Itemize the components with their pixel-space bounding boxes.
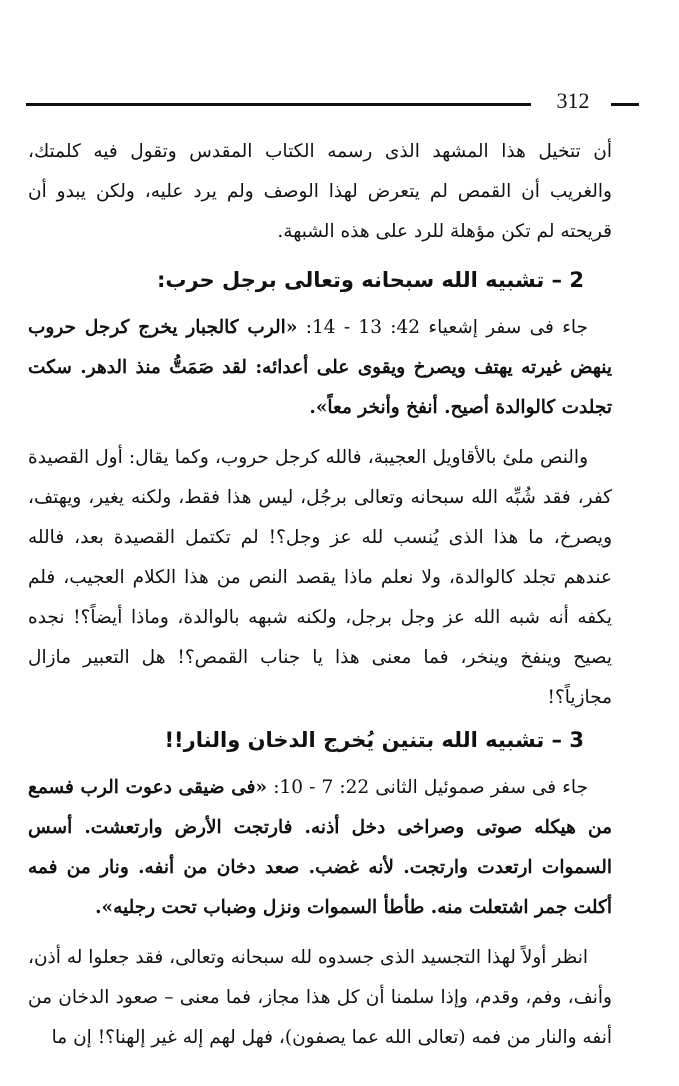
paragraph-2	[28, 308, 612, 428]
paragraph-2-intro: جاء فى سفر إشعياء 42: 13 - 14:	[297, 317, 588, 338]
header-rule	[26, 103, 531, 106]
paragraph-3: والنص ملئ بالأقاويل العجيبة، فالله كرجل حروب، وكما يقال: أول القصيدة كفر، فقد شُبِّه الله سبحانه وتعالى برجُل، ليس هذا فقط، ولكنه يغير، ويهتف، ويصرخ، ما هذا الذى يُنسب لله عز وجل؟! لم تكتمل القصيدة بعد، فالله عندهم تجلد كالوالدة، ولا نعلم ماذا يقصد النص من هذا الكلام العجيب، فلم يكفه أنه شبه الله عز وجل برجل، ولكنه شبهه بالوالدة، وماذا أيضاً؟! نجده يصيح وينفخ وينخر، فما معنى هذا يا جناب القمص؟! هل التعبير مازال مجازياً؟!	[28, 447, 612, 708]
paragraph-4	[28, 768, 612, 928]
paragraph-1: أن تتخيل هذا المشهد الذى رسمه الكتاب المقدس وتقول فيه كلمتك، والغريب أن القمص لم يتعرض لهذا الوصف ولم يرد عليه، ولكن يبدو أن قريحته لم تكن مؤهلة للرد على هذه الشبهة.	[28, 141, 612, 242]
header-rule-short	[611, 103, 639, 106]
section-heading-2: 2 – تشبيه الله سبحانه وتعالى برجل حرب:	[156, 268, 584, 292]
quote-isaiah: «الرب كالجبار يخرج كرجل حروب ينهض غيرته يهتف ويصرخ ويقوى على أعدائه: لقد صَمَتُّ منذ الدهر. سكت تجلدت كالوالدة أصيح. أنفخ وأنخر معاً».	[28, 317, 612, 418]
page-number: 312	[556, 88, 590, 113]
paragraph-4-intro: جاء فى سفر صموئيل الثانى 22: 7 - 10:	[267, 777, 589, 798]
quote-samuel: «فى ضيقى دعوت الرب فسمع من هيكله صوتى وصراخى دخل أذنه. فارتجت الأرض وارتعشت. أسس السموات ارتعدت وارتجت. لأنه غضب. صعد دخان من أنفه. ونار من فمه أكلت جمر اشتعلت منه. طأطأ السموات ونزل وضباب تحت رجليه».	[28, 777, 612, 918]
section-heading-3: 3 – تشبيه الله بتنين يُخرج الدخان والنار!!	[164, 728, 584, 752]
paragraph-5: انظر أولاً لهذا التجسيد الذى جسدوه لله سبحانه وتعالى، فقد جعلوا له أذن، وأنف، وفم، وقدم، وإذا سلمنا أن كل هذا مجاز، فما معنى – صعود الدخان من أنفه والنار من فمه (تعالى الله عما يصفون)، فهل لهم إله غير إلهنا؟! إن ما	[28, 947, 612, 1048]
page-header	[26, 86, 614, 116]
page-body	[28, 132, 612, 1058]
